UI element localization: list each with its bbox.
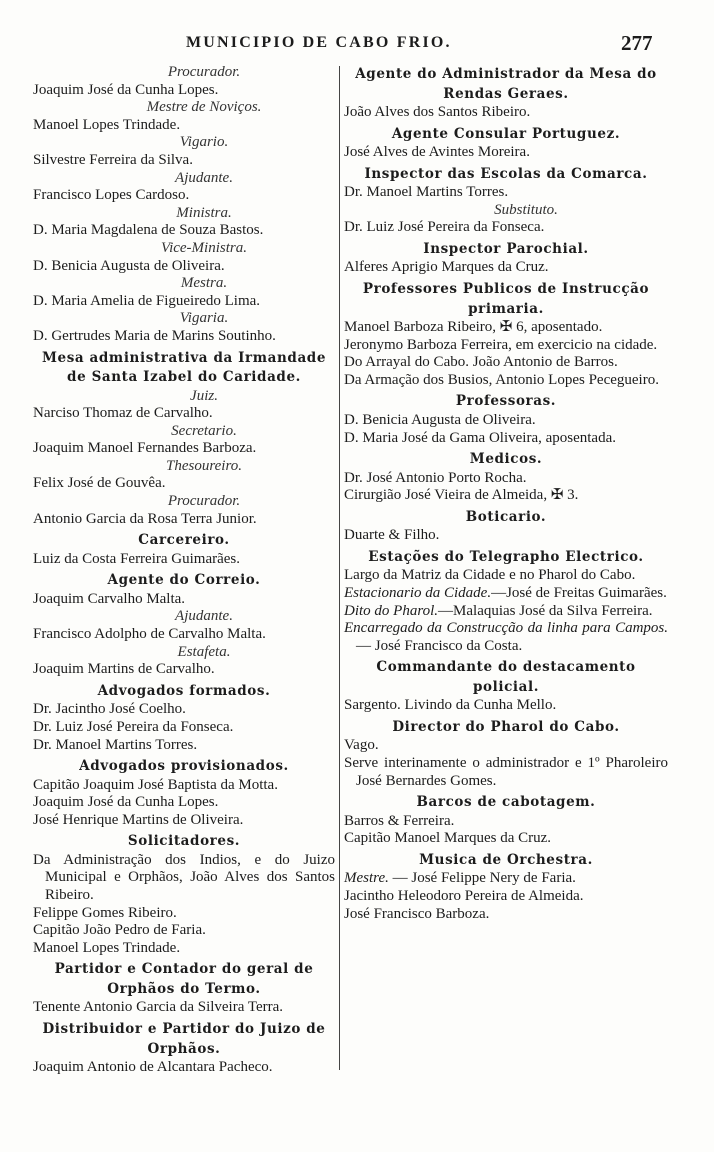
office-title: Mestra. (180, 275, 228, 292)
office-title: Ajudante. (175, 608, 233, 625)
entry: Manoel Lopes Trindade. (33, 116, 181, 133)
section-heading: Commandante do destacamento policial. (376, 659, 636, 695)
entry: João Alves dos Santos Ribeiro. (344, 104, 531, 120)
entry: Joaquim Manoel Fernandes Barboza. (33, 440, 257, 457)
entry: D. Maria José da Gama Oliveira, aposentada. (344, 429, 616, 446)
office-title: Procurador. (167, 493, 241, 510)
office-title: Mestre de Noviços. (146, 99, 262, 116)
office-title: Substituto. (494, 201, 558, 218)
office-title: Secretario. (171, 422, 237, 439)
entry-text: — José Felippe Nery de Faria. (388, 870, 576, 887)
right-column (344, 64, 668, 923)
entry: D. Maria Magdalena de Souza Bastos. (33, 222, 264, 239)
section-heading: Distribuidor e Partidor do Juizo de Orphãos. (42, 1021, 326, 1057)
left-column (33, 64, 335, 1077)
entry: José Francisco Barboza. (344, 905, 490, 922)
entry: Jacintho Heleodoro Pereira de Almeida. (344, 888, 584, 905)
section-heading: Advogados formados. (97, 682, 271, 699)
section-heading: Mesa administrativa da Irmandade de Santa Izabel do Caridade. (41, 349, 327, 385)
section-heading: Director do Pharol do Cabo. (392, 718, 620, 735)
entry: Dr. Luiz José Pereira da Fonseca. (33, 718, 234, 735)
entry: Manoel Barboza Ribeiro, ✠ 6, aposentado. (344, 319, 603, 336)
entry: Largo da Matriz da Cidade e no Pharol do Cabo. (344, 567, 636, 584)
entry: Silvestre Ferreira da Silva. (33, 151, 193, 168)
section-heading: Inspector das Escolas da Comarca. (364, 165, 648, 182)
section-heading: Advogados provisionados. (79, 758, 289, 775)
entry: Capitão João Pedro de Faria. (33, 922, 206, 939)
entry: Serve interinamente o administrador e 1º Pharoleiro José Bernardes Gomes. (344, 755, 668, 789)
section-heading: Professoras. (455, 393, 557, 410)
entry: Dr. Jacintho José Coelho. (33, 701, 186, 718)
entry: D. Benicia Augusta de Oliveira. (344, 411, 536, 428)
entry: Joaquim Antonio de Alcantara Pacheco. (33, 1059, 273, 1076)
entry: Dr. Manoel Martins Torres. (33, 736, 198, 753)
entry: Narciso Thomaz de Carvalho. (33, 405, 213, 422)
entry: D. Maria Amelia de Figueiredo Lima. (33, 292, 261, 309)
page-number: 277 (621, 31, 653, 55)
entry: Barros & Ferreira. (344, 812, 455, 829)
entry: D. Benicia Augusta de Oliveira. (33, 257, 225, 274)
running-title: MUNICIPIO DE CABO FRIO. (186, 34, 452, 51)
column-divider (339, 66, 340, 1070)
entry: Felippe Gomes Ribeiro. (33, 904, 177, 921)
entry: Antonio Garcia da Rosa Terra Junior. (33, 510, 257, 527)
section-heading: Agente do Correio. (107, 572, 261, 589)
section-heading: Partidor e Contador do geral de Orphãos do Termo. (54, 961, 314, 997)
entry: Joaquim Carvalho Malta. (33, 590, 186, 607)
office-title: Vigario. (179, 134, 229, 151)
entry: José Henrique Martins de Oliveira. (33, 811, 244, 828)
entry: Dr. Manoel Martins Torres. (344, 184, 509, 201)
entry: Joaquim Martins de Carvalho. (33, 661, 215, 678)
entry-italic-label: Mestre. (344, 870, 389, 887)
office-title: Vigaria. (179, 310, 229, 327)
entry: Francisco Adolpho de Carvalho Malta. (33, 626, 266, 643)
section-heading: Agente Consular Portuguez. (391, 125, 621, 142)
entry: Joaquim José da Cunha Lopes. (33, 81, 219, 98)
page-header (0, 31, 714, 58)
section-heading: Agente do Administrador da Mesa do Rendas Geraes. (355, 66, 657, 102)
entry: Tenente Antonio Garcia da Silveira Terra. (33, 999, 284, 1016)
entry: Luiz da Costa Ferreira Guimarães. (33, 550, 241, 567)
entry: D. Gertrudes Maria de Marins Soutinho. (33, 327, 276, 344)
section-heading: Solicitadores. (127, 833, 241, 850)
entry: Da Armação dos Busios, Antonio Lopes Pecegueiro. (344, 371, 659, 388)
entry (344, 585, 668, 603)
office-title: Procurador. (167, 64, 241, 80)
section-heading: Barcos de cabotagem. (416, 794, 596, 811)
entry: Do Arrayal do Cabo. João Antonio de Barros. (344, 354, 618, 371)
entry: Capitão Manoel Marques da Cruz. (344, 830, 552, 847)
entry: Francisco Lopes Cardoso. (33, 187, 190, 204)
section-heading: Musica de Orchestra. (419, 851, 593, 868)
entry: Capitão Joaquim José Baptista da Motta. (33, 776, 278, 793)
entry: Vago. (344, 737, 379, 754)
section-heading: Inspector Parochial. (423, 240, 589, 257)
entry: Dr. José Antonio Porto Rocha. (344, 469, 527, 486)
entry: Duarte & Filho. (344, 527, 440, 544)
entry: José Alves de Avintes Moreira. (344, 144, 530, 161)
entry: Cirurgião José Vieira de Almeida, ✠ 3. (344, 487, 579, 504)
office-title: Ajudante. (175, 169, 233, 186)
entry-text: —José de Freitas Guimarães. (491, 585, 667, 601)
entry: Joaquim José da Cunha Lopes. (33, 794, 219, 811)
entry-italic-label: Dito do Pharol. (344, 602, 439, 619)
office-title: Ministra. (176, 204, 232, 221)
section-heading: Professores Publicos de Instrucção primaria. (362, 281, 650, 317)
entry (344, 620, 668, 655)
section-heading: Boticario. (465, 508, 547, 525)
entry: Felix José de Gouvêa. (33, 475, 166, 492)
office-title: Thesoureiro. (166, 457, 242, 474)
entry-italic-label: Encarregado da Construcção da linha para Campos. (344, 620, 668, 637)
office-title: Estafeta. (177, 643, 231, 660)
section-heading: Estações do Telegrapho Electrico. (368, 548, 644, 565)
entry-text: — José Francisco da Costa. (356, 637, 523, 654)
section-heading: Carcereiro. (138, 532, 230, 549)
office-title: Juiz. (190, 387, 218, 404)
entry: Jeronymo Barboza Ferreira, em exercicio na cidade. (344, 336, 658, 353)
entry: Manoel Lopes Trindade. (33, 939, 181, 956)
entry (344, 603, 668, 621)
entry: Sargento. Livindo da Cunha Mello. (344, 697, 557, 714)
office-title: Vice-Ministra. (161, 239, 247, 256)
entry (344, 870, 668, 888)
section-heading: Medicos. (469, 451, 543, 468)
entry: Da Administração dos Indios, e do Juizo Municipal e Orphãos, João Alves dos Santos Ribeiro. (33, 851, 335, 904)
entry-italic-label: Estacionario da Cidade. (344, 585, 492, 601)
entry: Dr. Luiz José Pereira da Fonseca. (344, 219, 545, 236)
entry-text: —Malaquias José da Silva Ferreira. (438, 602, 653, 619)
entry: Alferes Aprigio Marques da Cruz. (344, 259, 549, 276)
